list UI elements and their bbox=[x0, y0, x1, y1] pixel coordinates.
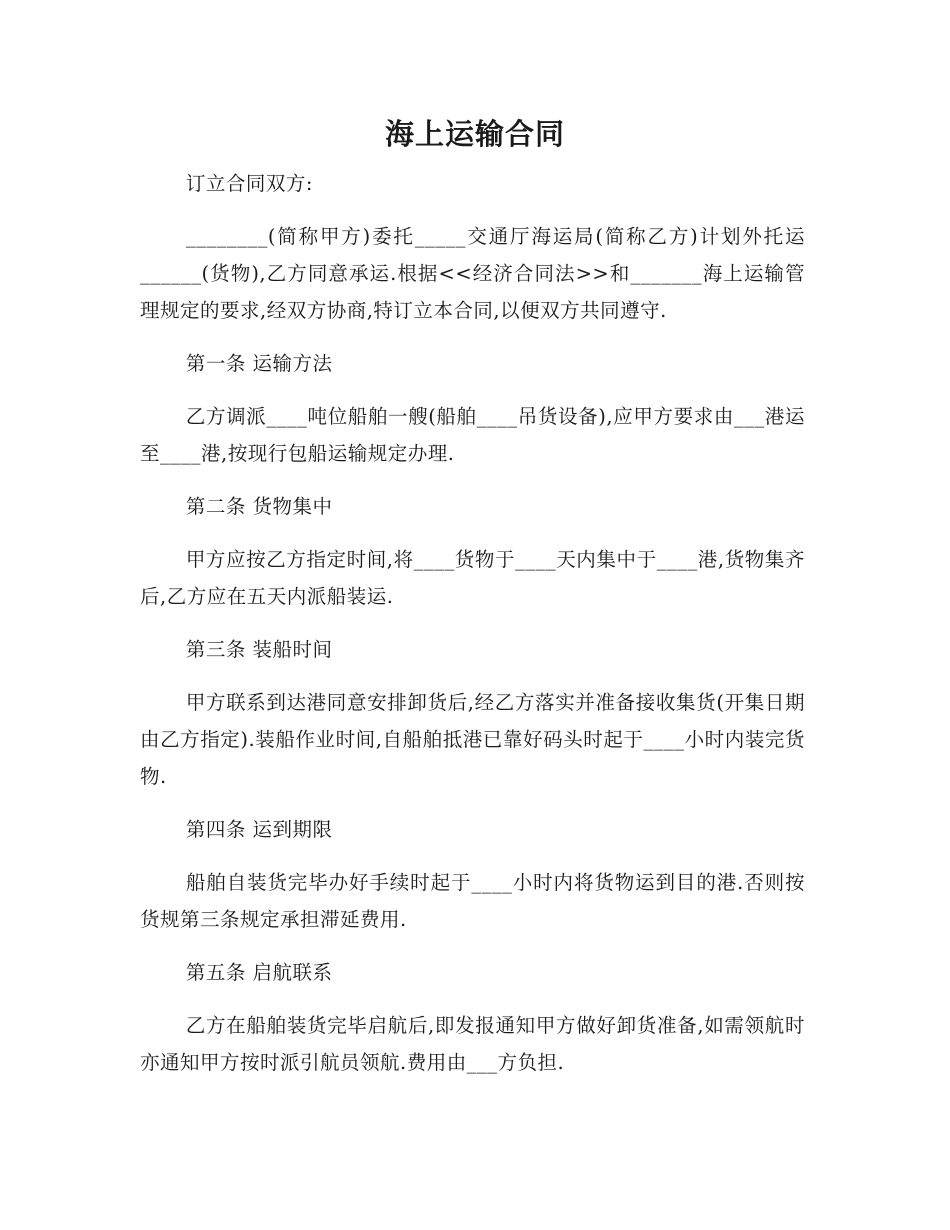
contract-parties-intro: 订立合同双方: bbox=[185, 172, 313, 195]
document-body bbox=[140, 165, 805, 1097]
article-4-body: 船舶自装货完毕办好手续时起于____小时内将货物运到目的港.否则按货规第三条规定承担滞延费用. bbox=[140, 871, 805, 931]
document-title: 海上运输合同 bbox=[384, 117, 565, 151]
article-1-body: 乙方调派____吨位船舶一艘(船舶____吊货设备),应甲方要求由___港运至____港,按现行包船运输规定办理. bbox=[140, 405, 805, 465]
article-2-body: 甲方应按乙方指定时间,将____货物于____天内集中于____港,货物集齐后,乙方应在五天内派船装运. bbox=[140, 548, 805, 608]
article-3-body: 甲方联系到达港同意安排卸货后,经乙方落实并准备接收集货(开集日期由乙方指定).装船作业时间,自船舶抵港已靠好码头时起于____小时内装完货物. bbox=[140, 691, 805, 788]
article-3-heading: 第三条 装船时间 bbox=[185, 638, 333, 661]
article-4-heading: 第四条 运到期限 bbox=[185, 818, 333, 841]
article-5-body: 乙方在船舶装货完毕启航后,即发报通知甲方做好卸货准备,如需领航时亦通知甲方按时派引航员领航.费用由___方负担. bbox=[140, 1014, 805, 1074]
article-5-heading: 第五条 启航联系 bbox=[185, 961, 333, 984]
article-2-heading: 第二条 货物集中 bbox=[185, 495, 333, 518]
article-1-heading: 第一条 运输方法 bbox=[185, 352, 333, 375]
contract-preamble: ________(简称甲方)委托_____交通厅海运局(简称乙方)计划外托运______(货物),乙方同意承运.根据<<经济合同法>>和_______海上运输管理规定的要求,经双方协商,特订立本合同,以便双方共同遵守. bbox=[140, 225, 805, 322]
